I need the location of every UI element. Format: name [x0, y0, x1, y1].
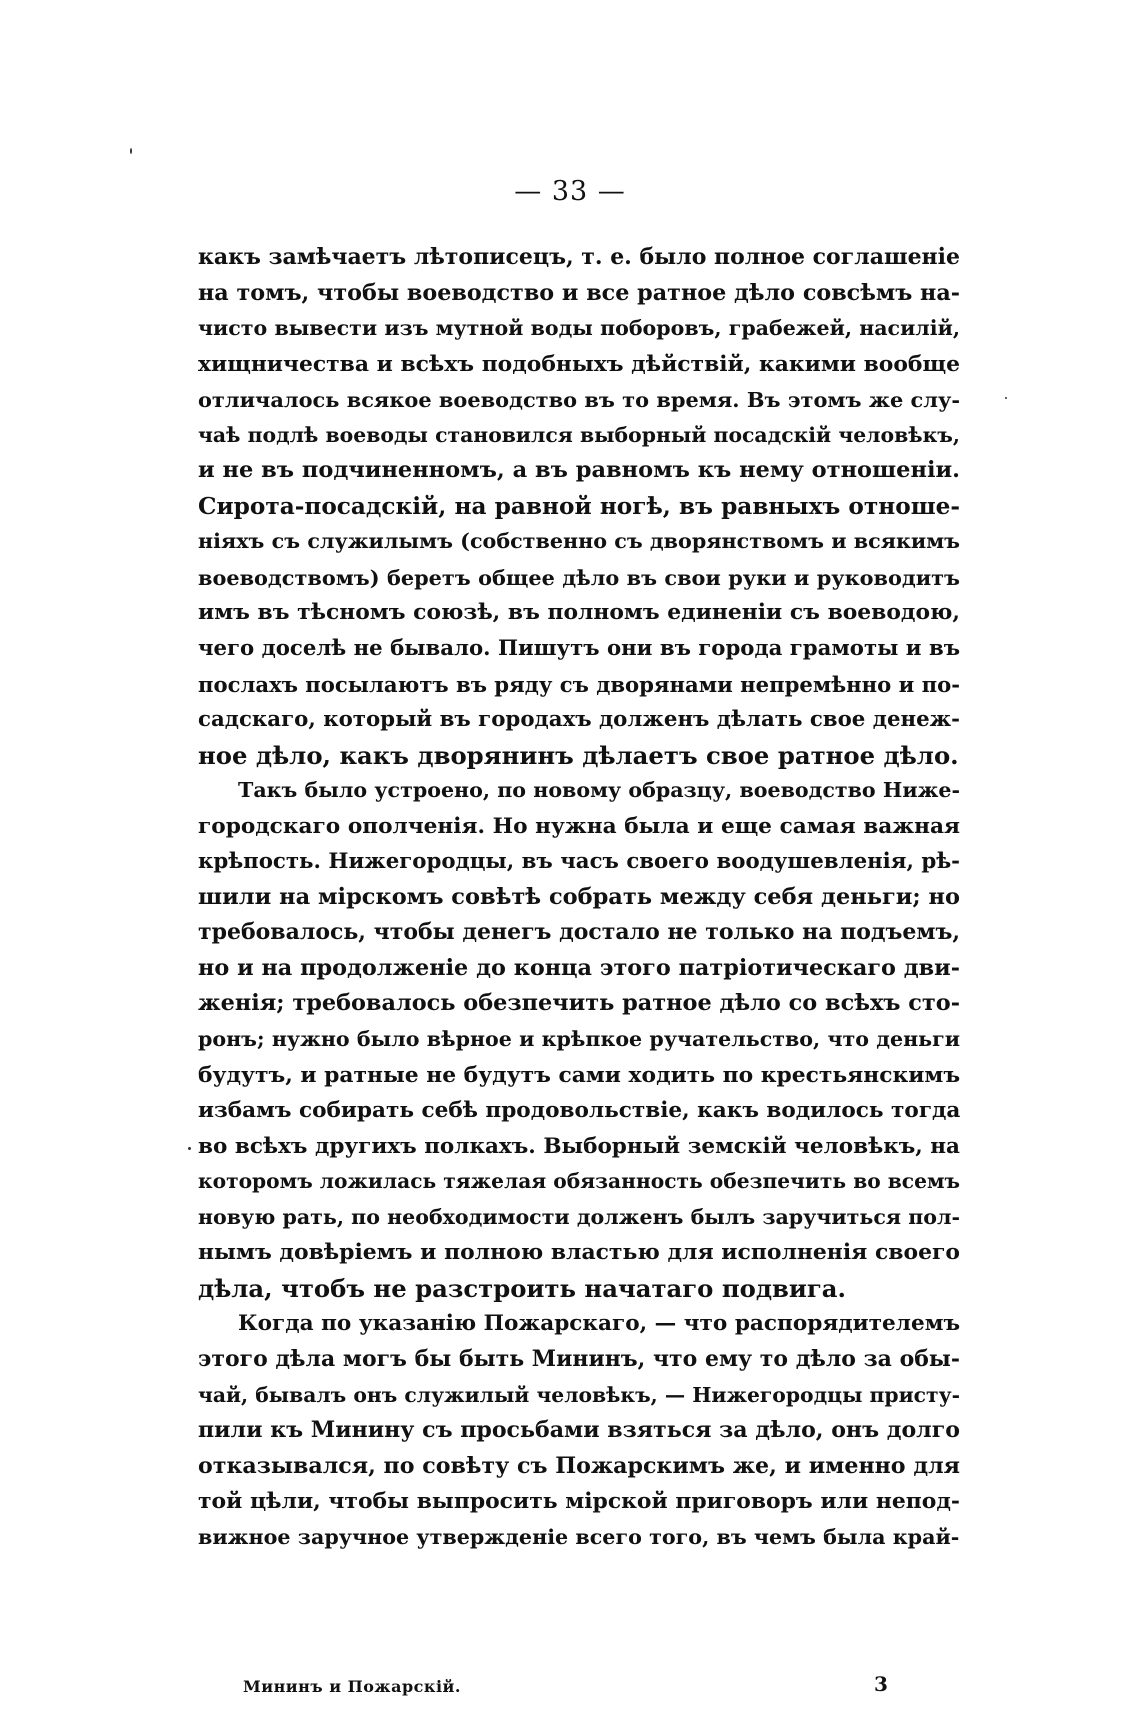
text-line: этого дѣла могъ бы быть Мининъ, что ему то дѣло за обы- [198, 1345, 960, 1372]
text-line: дѣла, чтобъ не разстроить начатаго подвига. [198, 1273, 847, 1303]
paragraph [198, 1306, 960, 1555]
text-line: садскаго, который въ городахъ долженъ дѣлать свое денеж- [198, 707, 960, 733]
text-line: чай, бывалъ онъ служилый человѣкъ, — Нижегородцы присту- [198, 1382, 960, 1407]
footer-title: Мининъ и Пожарскій. [243, 1677, 461, 1696]
text-column [198, 240, 960, 1555]
text-line: ронъ; нужно было вѣрное и крѣпкое ручательство, что деньги [198, 1027, 960, 1052]
text-line: на томъ, чтобы воеводство и все ратное дѣло совсѣмъ на- [198, 279, 960, 306]
scan-speck [1005, 397, 1007, 399]
scan-speck [130, 148, 132, 154]
text-line: городскаго ополченія. Но нужна была и еще самая важная [198, 813, 960, 839]
text-line: какъ замѣчаетъ лѣтописецъ, т. е. было полное соглашеніе [198, 244, 960, 270]
page-number: — 33 — [514, 176, 626, 207]
text-line: отличалось всякое воеводство въ то время. Въ этомъ же слу- [198, 387, 960, 413]
scan-speck [188, 1147, 191, 1150]
text-line: требовалось, чтобы денегъ достало не только на подъемъ, [198, 919, 960, 946]
text-line: ное дѣло, какъ дворянинъ дѣлаетъ свое ратное дѣло. [198, 740, 959, 770]
text-line: чисто вывести изъ мутной воды поборовъ, грабежей, насилій, [198, 316, 960, 341]
text-line: чаѣ подлѣ воеводы становился выборный посадскій человѣкъ, [198, 422, 960, 447]
text-line: женія; требовалось обезпечить ратное дѣло со всѣхъ сто- [198, 990, 960, 1017]
text-line: послахъ посылаютъ въ ряду съ дворянами непремѣнно и по- [198, 671, 960, 697]
text-line: чего доселѣ не бывало. Пишутъ они въ города грамоты и въ [198, 636, 960, 662]
text-line: воеводствомъ) беретъ общее дѣло въ свои руки и руководитъ [198, 564, 960, 590]
text-line: имъ въ тѣсномъ союзѣ, въ полномъ единеніи съ воеводою, [198, 600, 960, 626]
text-line: ніяхъ съ служилымъ (собственно съ дворянствомъ и всякимъ [198, 529, 960, 554]
text-line: будутъ, и ратные не будутъ сами ходить по крестьянскимъ [198, 1062, 961, 1088]
text-line: отказывался, по совѣту съ Пожарскимъ же, и именно для [198, 1452, 960, 1479]
text-line: и не въ подчиненномъ, а въ равномъ къ нему отношеніи. [198, 457, 960, 484]
signature-mark: 3 [874, 1672, 888, 1696]
text-line: шили на мірскомъ совѣтѣ собрать между себя деньги; но [198, 883, 960, 910]
text-line: но и на продолженіе до конца этого патріотическаго дви- [198, 954, 960, 981]
text-line: нымъ довѣріемъ и полною властью для исполненія своего [198, 1239, 960, 1266]
text-line: вижное заручное утвержденіе всего того, въ чемъ была край- [198, 1524, 960, 1549]
text-line: Такъ было устроено, по новому образцу, воеводство Ниже- [238, 778, 960, 803]
text-line: новую рать, по необходимости долженъ былъ заручиться пол- [198, 1204, 960, 1229]
paragraph [198, 773, 960, 1306]
paragraph [198, 240, 960, 773]
text-line: крѣпость. Нижегородцы, въ часъ своего воодушевленія, рѣ- [198, 849, 960, 875]
text-line: избамъ собирать себѣ продовольствіе, какъ водилось тогда [198, 1098, 961, 1124]
text-line: которомъ ложилась тяжелая обязанность обезпечить во всемъ [198, 1169, 960, 1194]
text-line: Когда по указанію Пожарскаго, — что распорядителемъ [238, 1311, 960, 1337]
text-line: во всѣхъ другихъ полкахъ. Выборный земскій человѣкъ, на [198, 1133, 960, 1159]
text-line: той цѣли, чтобы выпросить мірской приговоръ или непод- [198, 1488, 960, 1515]
text-line: Сирота-посадскій, на равной ногѣ, въ равныхъ отноше- [198, 492, 960, 520]
text-line: хищничества и всѣхъ подобныхъ дѣйствій, какими вообще [198, 351, 960, 377]
text-line: пили къ Минину съ просьбами взяться за дѣло, онъ долго [198, 1417, 960, 1444]
